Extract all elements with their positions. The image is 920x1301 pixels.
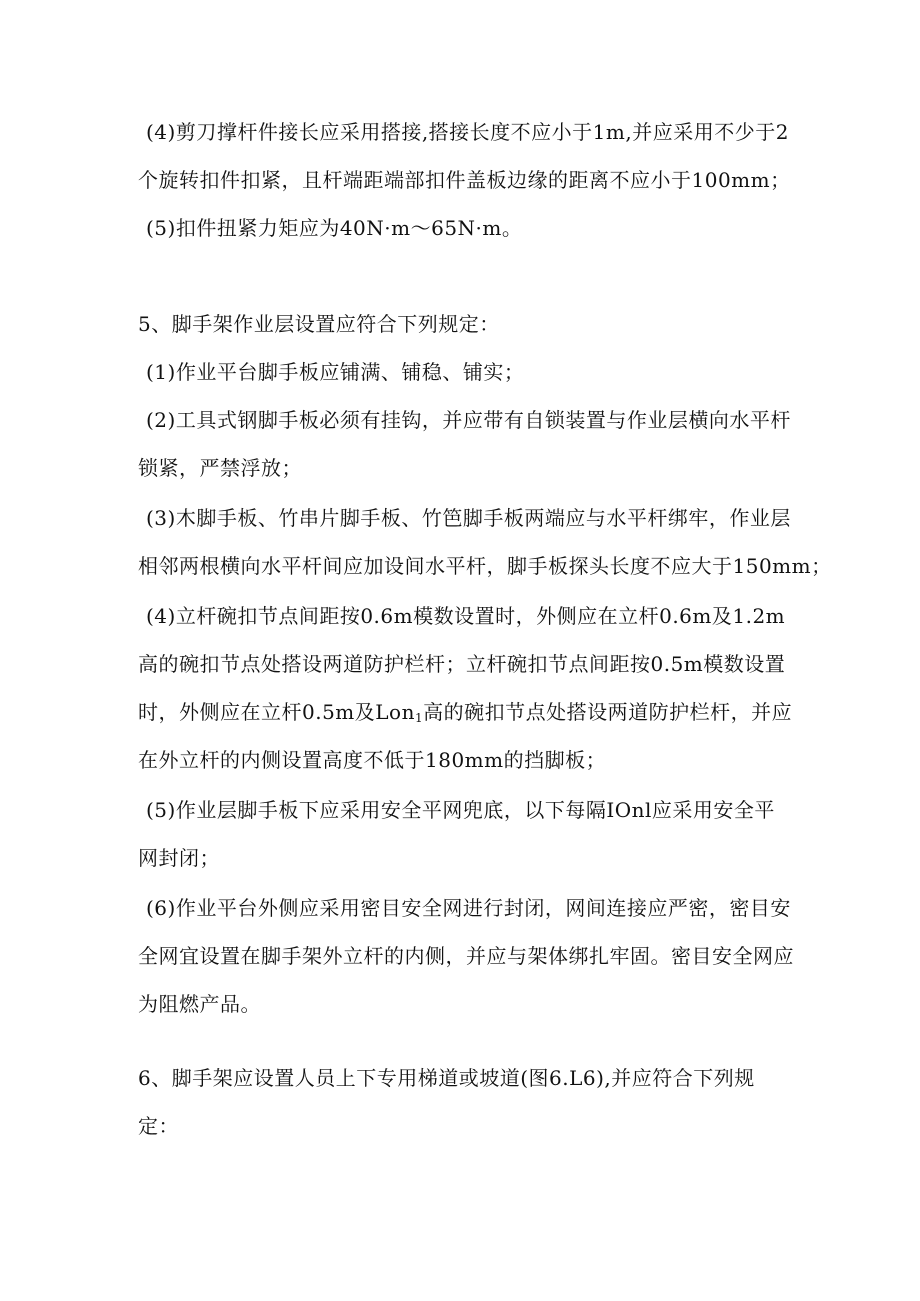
section5-item6-line3: 为阻燃产品。 <box>138 992 261 1016</box>
section5-item4-line2: 高的碗扣节点处搭设两道防护栏杆；立杆碗扣节点间距按0.5m模数设置 <box>138 652 786 676</box>
section5-item1-line1: (1)作业平台脚手板应铺满、铺稳、铺实； <box>146 360 525 384</box>
section5-item4-line3 <box>138 700 792 724</box>
section5-item6-line2: 全网宜设置在脚手架外立杆的内侧，并应与架体绑扎牢固。密目安全网应 <box>138 944 794 968</box>
section5-item5-line1: (5)作业层脚手板下应采用安全平网兜底，以下每隔IOnl应采用安全平 <box>146 798 775 822</box>
section5-item2-line1: (2)工具式钢脚手板必须有挂钩，并应带有自锁装置与作业层横向水平杆 <box>146 408 791 432</box>
section5-heading: 5、脚手架作业层设置应符合下列规定： <box>138 312 500 336</box>
section5-item2-line2: 锁紧，严禁浮放； <box>138 456 302 480</box>
section5-item4-line1: (4)立杆碗扣节点间距按0.6m模数设置时，外侧应在立杆0.6m及1.2m <box>146 604 786 628</box>
section6-heading-line2: 定： <box>138 1114 179 1138</box>
section5-item4-line3-pre: 时，外侧应在立杆0.5m及Lon <box>138 700 415 724</box>
section4-item4-line2: 个旋转扣件扣紧，且杆端距端部扣件盖板边缘的距离不应小于100mm； <box>138 168 791 192</box>
section5-item5-line2: 网封闭； <box>138 846 220 870</box>
section4-item4-line1: (4)剪刀撑杆件接长应采用搭接,搭接长度不应小于1m,并应采用不少于2 <box>146 120 789 144</box>
section4-item5-line1: (5)扣件扭紧力矩应为40N·m～65N·m。 <box>146 216 523 240</box>
section5-item4-line3-subscript: 1 <box>414 711 424 725</box>
section5-item4-line4: 在外立杆的内侧设置高度不低于180mm的挡脚板； <box>138 748 607 772</box>
section5-item3-line2: 相邻两根横向水平杆间应加设间水平杆，脚手板探头长度不应大于150mm； <box>138 554 832 578</box>
section5-item3-line1: (3)木脚手板、竹串片脚手板、竹笆脚手板两端应与水平杆绑牢，作业层 <box>146 506 791 530</box>
section5-item4-line3-post: 高的碗扣节点处搭设两道防护栏杆，并应 <box>423 700 793 724</box>
section5-item6-line1: (6)作业平台外侧应采用密目安全网进行封闭，网间连接应严密，密目安 <box>146 896 791 920</box>
section6-heading-line1: 6、脚手架应设置人员上下专用梯道或坡道(图6.L6),并应符合下列规 <box>138 1066 755 1090</box>
